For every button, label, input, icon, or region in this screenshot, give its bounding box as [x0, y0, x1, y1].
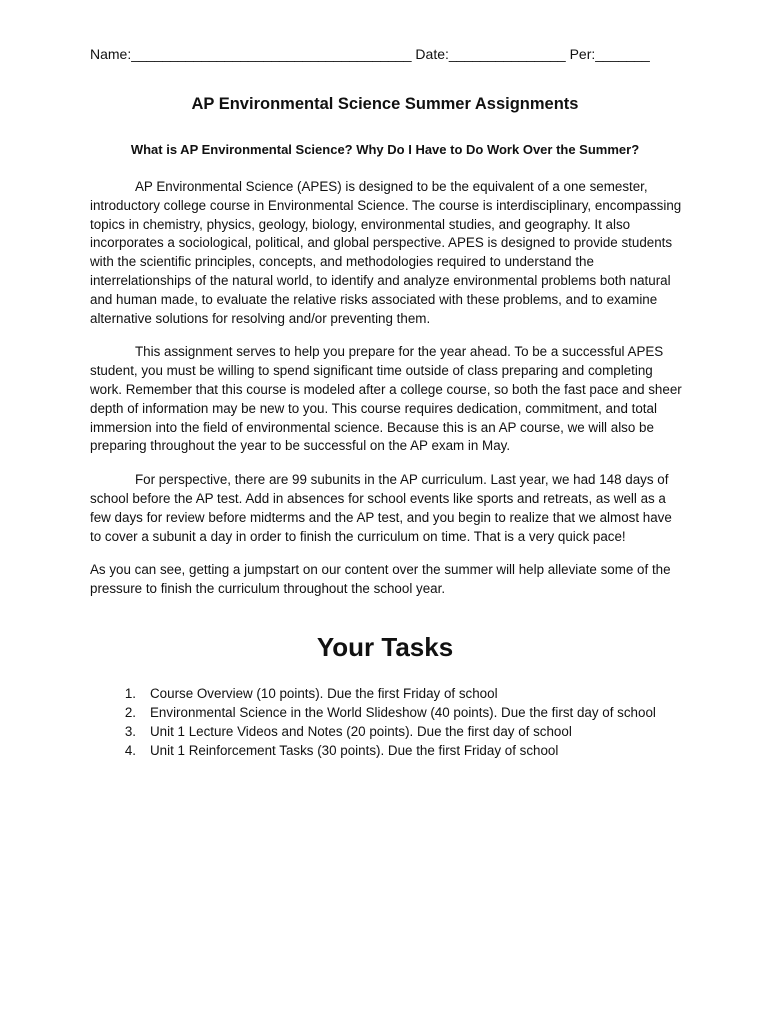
list-item — [90, 741, 690, 760]
task-text: Unit 1 Reinforcement Tasks (30 points). Due the first Friday of school — [150, 743, 559, 758]
task-text: Environmental Science in the World Slideshow (40 points). Due the first day of school — [150, 705, 656, 720]
section-subtitle: What is AP Environmental Science? Why Do I Have to Do Work Over the Summer? — [130, 142, 640, 157]
paragraph-perspective: For perspective, there are 99 subunits in the AP curriculum. Last year, we had 148 days of school before the AP test. Add in absences for school events like sports and retreats, as well as a few days for review before midterms and the AP test, and you begin to realize that we almost have to cover a subunit a day in order to finish the curriculum on time. That is a very quick pace! — [90, 472, 672, 544]
list-item — [90, 722, 690, 741]
task-number: 3. — [124, 724, 136, 739]
document-title: AP Environmental Science Summer Assignments — [191, 95, 579, 113]
task-number: 4. — [124, 743, 136, 758]
list-item — [90, 703, 690, 722]
paragraph-course-description: AP Environmental Science (APES) is designed to be the equivalent of a one semester, introductory college course in Environmental Science. The course is interdisciplinary, encompassing topics in chemistry, physics, geology, biology, environmental studies, and geography. It also incorporates a sociological, political, and global perspective. APES is designed to provide students with the scientific principles, concepts, and methodologies required to understand the interrelationships of the natural world, to identify and analyze environmental problems both natural and human made, to evaluate the relative risks associated with these problems, and to examine alternative solutions for resolving and/or preventing them. — [90, 179, 682, 326]
paragraph-conclusion: As you can see, getting a jumpstart on our content over the summer will help alleviate some of the pressure to finish the curriculum throughout the school year. — [90, 562, 671, 597]
task-number: 2. — [124, 705, 136, 720]
task-text: Unit 1 Lecture Videos and Notes (20 points). Due the first day of school — [150, 724, 572, 739]
paragraph-assignment-purpose: This assignment serves to help you prepare for the year ahead. To be a successful APES student, you must be willing to spend significant time outside of class preparing and completing work. Remember that this course is modeled after a college course, so both the fast pace and sheer depth of information may be new to you. This course requires dedication, commitment, and total immersion into the field of environmental science. Because this is an AP course, we will also be preparing throughout the year to be successful on the AP exam in May. — [90, 344, 682, 454]
task-text: Course Overview (10 points). Due the first Friday of school — [150, 686, 498, 701]
tasks-heading: Your Tasks — [316, 632, 454, 662]
task-list — [90, 684, 690, 760]
list-item — [90, 684, 690, 703]
name-date-period-line: Name:____________________________________ Date:_______________ Per:_______ — [90, 46, 650, 62]
task-number: 1. — [124, 686, 136, 701]
body-text — [90, 178, 682, 614]
